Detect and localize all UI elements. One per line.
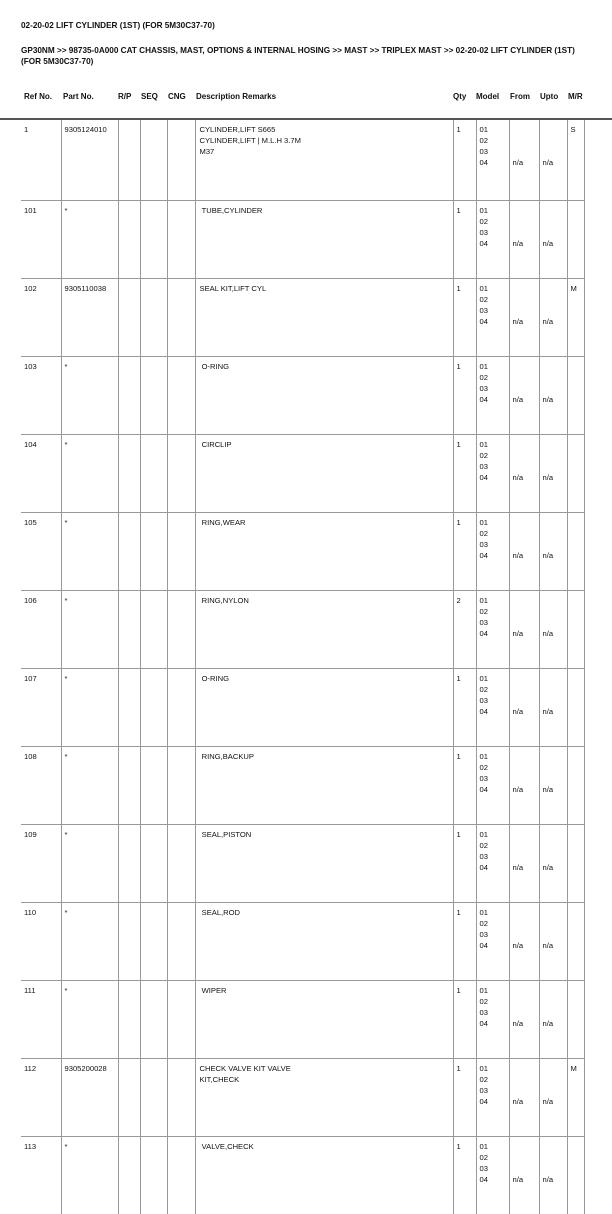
from: n/a (509, 1059, 539, 1137)
cng-cell (167, 201, 195, 279)
part-no: * (61, 591, 118, 669)
model-code: 02 (480, 372, 506, 383)
mr: M (567, 1059, 584, 1137)
qty: 1 (453, 669, 476, 747)
rp-cell (118, 357, 140, 435)
from: n/a (509, 120, 539, 201)
qty: 2 (453, 591, 476, 669)
model-code: 04 (480, 784, 506, 795)
from: n/a (509, 903, 539, 981)
from: n/a (509, 591, 539, 669)
seq-cell (140, 513, 167, 591)
header-mr: M/R (568, 92, 583, 101)
upto: n/a (539, 747, 567, 825)
upto: n/a (539, 1137, 567, 1214)
seq-cell (140, 435, 167, 513)
ref-no: 102 (21, 279, 61, 357)
model-code: 02 (480, 996, 506, 1007)
model-code: 02 (480, 762, 506, 773)
model-code: 04 (480, 940, 506, 951)
part-no: 9305110038 (61, 279, 118, 357)
model-code: 03 (480, 383, 506, 394)
model-code: 01 (480, 1141, 506, 1152)
model-code: 01 (480, 361, 506, 372)
breadcrumb: GP30NM >> 98735-0A000 CAT CHASSIS, MAST, OPTIONS & INTERNAL HOSING >> MAST >> TRIPLEX MAST >> 02-20-02 LIFT CYLINDER (1ST) (FOR 5M30C37-70) (21, 45, 591, 67)
model-code: 03 (480, 851, 506, 862)
qty: 1 (453, 825, 476, 903)
model-code: 04 (480, 316, 506, 327)
model-code: 01 (480, 205, 506, 216)
description: RING,BACKUP (195, 747, 453, 825)
model-list (476, 1059, 509, 1137)
model-code: 02 (480, 1152, 506, 1163)
rp-cell (118, 120, 140, 201)
mr (567, 513, 584, 591)
model-code: 01 (480, 829, 506, 840)
model-code: 03 (480, 929, 506, 940)
model-code: 04 (480, 394, 506, 405)
seq-cell (140, 903, 167, 981)
table-row (21, 1059, 584, 1137)
table-row (21, 201, 584, 279)
ref-no: 113 (21, 1137, 61, 1214)
qty: 1 (453, 201, 476, 279)
from: n/a (509, 513, 539, 591)
mr (567, 747, 584, 825)
qty: 1 (453, 279, 476, 357)
description: O-RING (195, 357, 453, 435)
table-row (21, 357, 584, 435)
part-no: 9305200028 (61, 1059, 118, 1137)
table-row (21, 981, 584, 1059)
table-row (21, 591, 584, 669)
qty: 1 (453, 435, 476, 513)
part-no: * (61, 981, 118, 1059)
seq-cell (140, 120, 167, 201)
ref-no: 1 (21, 120, 61, 201)
model-code: 04 (480, 1174, 506, 1185)
rp-cell (118, 747, 140, 825)
upto: n/a (539, 120, 567, 201)
header-model: Model (476, 92, 499, 101)
mr (567, 903, 584, 981)
part-no: * (61, 903, 118, 981)
header-ref: Ref No. (24, 92, 52, 101)
model-code: 04 (480, 862, 506, 873)
from: n/a (509, 747, 539, 825)
model-code: 01 (480, 124, 506, 135)
part-no: * (61, 201, 118, 279)
ref-no: 111 (21, 981, 61, 1059)
model-list (476, 903, 509, 981)
ref-no: 106 (21, 591, 61, 669)
description: CHECK VALVE KIT VALVE KIT,CHECK (195, 1059, 453, 1137)
mr: M (567, 279, 584, 357)
table-row (21, 1137, 584, 1214)
model-code: 04 (480, 472, 506, 483)
mr (567, 435, 584, 513)
seq-cell (140, 981, 167, 1059)
model-list (476, 357, 509, 435)
qty: 1 (453, 747, 476, 825)
cng-cell (167, 591, 195, 669)
model-code: 01 (480, 283, 506, 294)
ref-no: 108 (21, 747, 61, 825)
model-code: 03 (480, 461, 506, 472)
model-code: 03 (480, 146, 506, 157)
model-list (476, 825, 509, 903)
qty: 1 (453, 1137, 476, 1214)
upto: n/a (539, 513, 567, 591)
qty: 1 (453, 1059, 476, 1137)
cng-cell (167, 981, 195, 1059)
model-code: 02 (480, 606, 506, 617)
model-list (476, 591, 509, 669)
mr (567, 669, 584, 747)
description: RING,WEAR (195, 513, 453, 591)
model-code: 02 (480, 216, 506, 227)
cng-cell (167, 279, 195, 357)
mr (567, 825, 584, 903)
part-no: * (61, 825, 118, 903)
model-code: 03 (480, 1163, 506, 1174)
ref-no: 112 (21, 1059, 61, 1137)
seq-cell (140, 357, 167, 435)
model-code: 04 (480, 1018, 506, 1029)
model-code: 03 (480, 305, 506, 316)
cng-cell (167, 825, 195, 903)
description: SEAL KIT,LIFT CYL (195, 279, 453, 357)
model-code: 03 (480, 227, 506, 238)
model-code: 03 (480, 773, 506, 784)
from: n/a (509, 279, 539, 357)
cng-cell (167, 435, 195, 513)
rp-cell (118, 513, 140, 591)
model-code: 02 (480, 135, 506, 146)
model-list (476, 747, 509, 825)
part-no: * (61, 669, 118, 747)
ref-no: 104 (21, 435, 61, 513)
rp-cell (118, 669, 140, 747)
cng-cell (167, 1059, 195, 1137)
seq-cell (140, 747, 167, 825)
table-header (0, 92, 612, 106)
model-list (476, 120, 509, 201)
cng-cell (167, 1137, 195, 1214)
mr (567, 1137, 584, 1214)
seq-cell (140, 1137, 167, 1214)
from: n/a (509, 825, 539, 903)
ref-no: 103 (21, 357, 61, 435)
upto: n/a (539, 1059, 567, 1137)
from: n/a (509, 669, 539, 747)
model-code: 01 (480, 517, 506, 528)
ref-no: 105 (21, 513, 61, 591)
part-no: * (61, 747, 118, 825)
model-list (476, 201, 509, 279)
model-code: 02 (480, 918, 506, 929)
part-no: * (61, 1137, 118, 1214)
rp-cell (118, 903, 140, 981)
from: n/a (509, 1137, 539, 1214)
rp-cell (118, 201, 140, 279)
upto: n/a (539, 669, 567, 747)
model-code: 01 (480, 751, 506, 762)
model-code: 03 (480, 1007, 506, 1018)
header-seq: SEQ (141, 92, 158, 101)
description: O-RING (195, 669, 453, 747)
model-code: 03 (480, 617, 506, 628)
header-from: From (510, 92, 530, 101)
model-code: 01 (480, 595, 506, 606)
model-code: 04 (480, 1096, 506, 1107)
table-row (21, 513, 584, 591)
rp-cell (118, 1137, 140, 1214)
seq-cell (140, 1059, 167, 1137)
from: n/a (509, 435, 539, 513)
table-row (21, 903, 584, 981)
upto: n/a (539, 825, 567, 903)
model-code: 03 (480, 1085, 506, 1096)
model-list (476, 513, 509, 591)
model-code: 04 (480, 550, 506, 561)
cng-cell (167, 120, 195, 201)
header-desc: Description Remarks (196, 92, 276, 101)
table-row (21, 120, 584, 201)
qty: 1 (453, 981, 476, 1059)
cng-cell (167, 747, 195, 825)
page-title: 02-20-02 LIFT CYLINDER (1ST) (FOR 5M30C37-70) (21, 21, 215, 30)
part-no: * (61, 435, 118, 513)
description: CIRCLIP (195, 435, 453, 513)
rp-cell (118, 435, 140, 513)
upto: n/a (539, 981, 567, 1059)
model-list (476, 669, 509, 747)
header-part: Part No. (63, 92, 94, 101)
mr (567, 981, 584, 1059)
qty: 1 (453, 903, 476, 981)
description: RING,NYLON (195, 591, 453, 669)
qty: 1 (453, 513, 476, 591)
table-row (21, 669, 584, 747)
table-row (21, 747, 584, 825)
header-upto: Upto (540, 92, 558, 101)
upto: n/a (539, 279, 567, 357)
model-code: 01 (480, 673, 506, 684)
model-code: 01 (480, 1063, 506, 1074)
upto: n/a (539, 357, 567, 435)
model-list (476, 1137, 509, 1214)
model-list (476, 279, 509, 357)
upto: n/a (539, 201, 567, 279)
from: n/a (509, 981, 539, 1059)
upto: n/a (539, 903, 567, 981)
model-code: 02 (480, 528, 506, 539)
ref-no: 110 (21, 903, 61, 981)
model-code: 03 (480, 695, 506, 706)
upto: n/a (539, 591, 567, 669)
model-code: 02 (480, 1074, 506, 1085)
rp-cell (118, 1059, 140, 1137)
description: CYLINDER,LIFT S665 CYLINDER,LIFT | M.L.H 3.7M M37 (195, 120, 453, 201)
ref-no: 107 (21, 669, 61, 747)
cng-cell (167, 669, 195, 747)
description: SEAL,ROD (195, 903, 453, 981)
cng-cell (167, 903, 195, 981)
seq-cell (140, 279, 167, 357)
rp-cell (118, 981, 140, 1059)
seq-cell (140, 201, 167, 279)
model-code: 02 (480, 684, 506, 695)
seq-cell (140, 825, 167, 903)
cng-cell (167, 513, 195, 591)
table-row (21, 279, 584, 357)
table-row (21, 435, 584, 513)
model-code: 04 (480, 157, 506, 168)
rp-cell (118, 279, 140, 357)
model-list (476, 435, 509, 513)
rp-cell (118, 591, 140, 669)
header-rp: R/P (118, 92, 131, 101)
from: n/a (509, 201, 539, 279)
qty: 1 (453, 357, 476, 435)
model-code: 02 (480, 450, 506, 461)
model-code: 04 (480, 628, 506, 639)
header-qty: Qty (453, 92, 466, 101)
ref-no: 101 (21, 201, 61, 279)
part-no: * (61, 513, 118, 591)
description: VALVE,CHECK (195, 1137, 453, 1214)
model-code: 03 (480, 539, 506, 550)
model-code: 02 (480, 840, 506, 851)
ref-no: 109 (21, 825, 61, 903)
part-no: 9305124010 (61, 120, 118, 201)
description: SEAL,PISTON (195, 825, 453, 903)
mr (567, 357, 584, 435)
upto: n/a (539, 435, 567, 513)
mr: S (567, 120, 584, 201)
model-code: 04 (480, 706, 506, 717)
description: WIPER (195, 981, 453, 1059)
model-code: 04 (480, 238, 506, 249)
rp-cell (118, 825, 140, 903)
header-cng: CNG (168, 92, 186, 101)
seq-cell (140, 669, 167, 747)
mr (567, 591, 584, 669)
parts-table (21, 120, 585, 1214)
mr (567, 201, 584, 279)
qty: 1 (453, 120, 476, 201)
from: n/a (509, 357, 539, 435)
model-code: 01 (480, 439, 506, 450)
seq-cell (140, 591, 167, 669)
table-row (21, 825, 584, 903)
model-code: 01 (480, 985, 506, 996)
model-list (476, 981, 509, 1059)
part-no: * (61, 357, 118, 435)
description: TUBE,CYLINDER (195, 201, 453, 279)
model-code: 02 (480, 294, 506, 305)
cng-cell (167, 357, 195, 435)
model-code: 01 (480, 907, 506, 918)
